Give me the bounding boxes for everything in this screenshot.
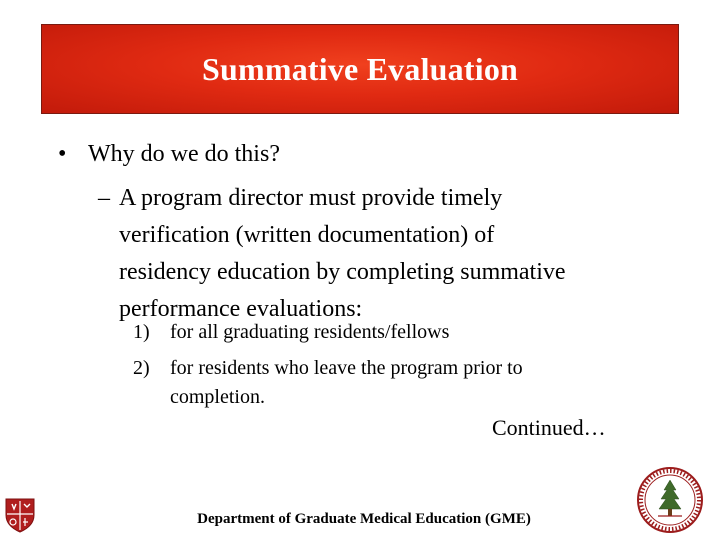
continued-label: Continued… xyxy=(492,415,606,440)
bullet-text: Why do we do this? xyxy=(88,141,280,167)
item-number: 1) xyxy=(133,321,150,343)
bullet-symbol: • xyxy=(58,141,67,167)
shield-logo-icon xyxy=(4,497,36,533)
title-banner xyxy=(41,24,679,114)
numbered-list xyxy=(133,318,653,414)
footer-text: Department of Graduate Medical Education (GME) xyxy=(197,511,531,527)
sub-bullet-line: A program director must provide timely xyxy=(119,185,503,211)
numbered-item xyxy=(133,354,653,414)
university-seal-icon xyxy=(636,466,704,534)
sub-bullet-line: verification (written documentation) of xyxy=(119,222,495,248)
item-text xyxy=(170,354,650,412)
sub-bullet-line: performance evaluations: xyxy=(119,296,363,322)
footer xyxy=(0,510,720,528)
item-line: for all graduating residents/fellows xyxy=(170,321,450,343)
sub-bullet-line: residency education by completing summative xyxy=(119,259,566,285)
numbered-item xyxy=(133,318,653,354)
item-text xyxy=(170,318,650,347)
slide-title: Summative Evaluation xyxy=(201,50,519,87)
sub-bullet-text xyxy=(119,180,659,328)
item-line: for residents who leave the program prior to xyxy=(170,357,523,379)
item-line: completion. xyxy=(170,386,265,408)
item-number: 2) xyxy=(133,357,150,379)
sub-bullet-symbol: – xyxy=(98,185,110,211)
